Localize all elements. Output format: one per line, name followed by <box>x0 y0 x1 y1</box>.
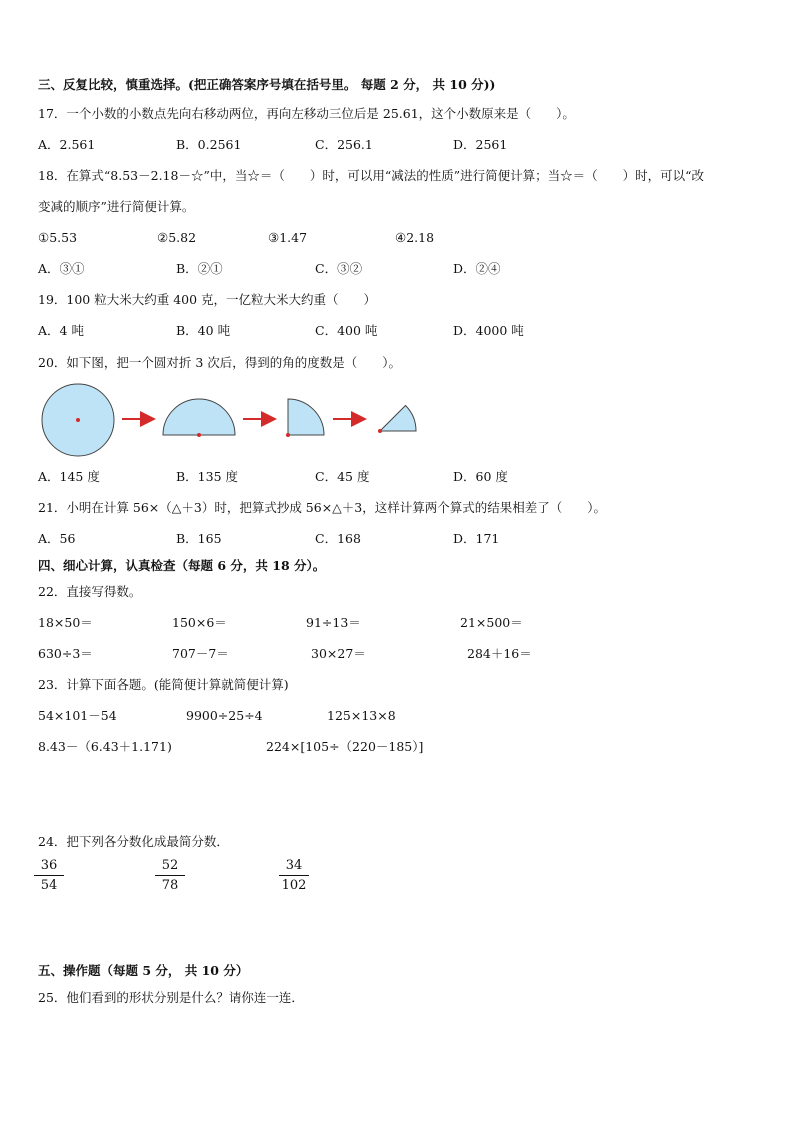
circle-folding-figure <box>36 380 426 460</box>
question-18-stem-line1: 18．在算式“8.53－2.18－☆”中，当☆＝（ ）时，可以用“减法的性质”进行简便计算；当☆＝（ ）时，可以“改 <box>38 168 705 183</box>
q20-option-c: C．45 度 <box>315 469 370 484</box>
q22-item-1: 18×50＝ <box>38 615 93 630</box>
q23-item-1: 54×101－54 <box>38 708 117 723</box>
question-22-stem: 22．直接写得数。 <box>38 584 142 599</box>
q22-item-4: 21×500＝ <box>460 615 523 630</box>
question-21-stem: 21．小明在计算 56×（△＋3）时，把算式抄成 56×△＋3，这样计算两个算式的结果相差了（ ）。 <box>38 500 606 515</box>
q21-option-c: C．168 <box>315 531 361 546</box>
q18-choice-4: ④2.18 <box>395 230 435 245</box>
q20-option-a: A．145 度 <box>38 469 100 484</box>
q17-option-c: C．256.1 <box>315 137 373 152</box>
q18-choice-1: ①5.53 <box>38 230 78 245</box>
q17-option-d: D．2561 <box>453 137 508 152</box>
question-18-stem-line2: 变减的顺序”进行简便计算。 <box>38 199 195 214</box>
q18-option-b: B．②① <box>176 261 223 276</box>
fraction-2-numerator: 52 <box>161 858 179 873</box>
fraction-2-denominator: 78 <box>161 878 179 893</box>
q21-option-a: A．56 <box>38 531 76 546</box>
fraction-1-denominator: 54 <box>40 878 58 893</box>
fraction-3-denominator: 102 <box>281 878 307 893</box>
fraction-3-bar <box>279 875 309 876</box>
q22-item-6: 707－7＝ <box>172 646 229 661</box>
q22-item-2: 150×6＝ <box>172 615 227 630</box>
q22-item-7: 30×27＝ <box>311 646 366 661</box>
q23-item-3: 125×13×8 <box>327 708 396 723</box>
section-5-title: 五、操作题（每题 5 分， 共 10 分） <box>38 963 249 978</box>
fraction-3 <box>279 858 309 894</box>
question-17-stem: 17．一个小数的小数点先向右移动两位，再向左移动三位后是 25.61，这个小数原来是（ ）。 <box>38 106 575 121</box>
question-19-stem: 19．100 粒大米大约重 400 克，一亿粒大米大约重（ ） <box>38 292 377 307</box>
question-24-stem: 24．把下列各分数化成最简分数． <box>38 834 229 849</box>
fraction-2-bar <box>155 875 185 876</box>
q19-option-c: C．400 吨 <box>315 323 378 338</box>
q19-option-a: A．4 吨 <box>38 323 84 338</box>
eighth-circle-center-dot <box>378 429 382 433</box>
q21-option-b: B．165 <box>176 531 222 546</box>
quarter-circle-center-dot <box>286 433 290 437</box>
fraction-3-numerator: 34 <box>285 858 303 873</box>
fraction-2 <box>155 858 185 894</box>
question-23-stem: 23．计算下面各题。(能简便计算就简便计算) <box>38 677 289 692</box>
q22-item-3: 91÷13＝ <box>306 615 361 630</box>
q18-option-d: D．②④ <box>453 261 501 276</box>
eighth-circle <box>380 406 416 432</box>
q23-item-4: 8.43－（6.43＋1.171) <box>38 739 172 754</box>
q23-item-2: 9900÷25÷4 <box>186 708 263 723</box>
circle-center-dot <box>76 418 80 422</box>
q19-option-d: D．4000 吨 <box>453 323 524 338</box>
question-25-stem: 25．他们看到的形状分别是什么？请你连一连． <box>38 990 304 1005</box>
q23-item-5: 224×[105÷（220－185）] <box>266 739 424 754</box>
q20-option-b: B．135 度 <box>176 469 239 484</box>
q22-item-8: 284＋16＝ <box>467 646 532 661</box>
fraction-1 <box>34 858 64 894</box>
section-4-title: 四、细心计算，认真检查（每题 6 分，共 18 分）。 <box>38 558 326 573</box>
q18-choice-3: ③1.47 <box>268 230 308 245</box>
q21-option-d: D．171 <box>453 531 500 546</box>
q18-option-a: A．③① <box>38 261 85 276</box>
q17-option-b: B．0.2561 <box>176 137 242 152</box>
q22-item-5: 630÷3＝ <box>38 646 93 661</box>
half-circle <box>163 399 235 435</box>
q19-option-b: B．40 吨 <box>176 323 231 338</box>
q18-choice-2: ②5.82 <box>157 230 197 245</box>
question-20-stem: 20．如下图，把一个圆对折 3 次后，得到的角的度数是（ ）。 <box>38 355 402 370</box>
q18-option-c: C．③② <box>315 261 363 276</box>
q17-option-a: A．2.561 <box>38 137 96 152</box>
fraction-1-bar <box>34 875 64 876</box>
section-3-title: 三、反复比较，慎重选择。(把正确答案序号填在括号里。 每题 2 分， 共 10 分)) <box>38 77 496 92</box>
half-circle-center-dot <box>197 433 201 437</box>
fraction-1-numerator: 36 <box>40 858 58 873</box>
q20-option-d: D．60 度 <box>453 469 508 484</box>
quarter-circle <box>288 399 324 435</box>
